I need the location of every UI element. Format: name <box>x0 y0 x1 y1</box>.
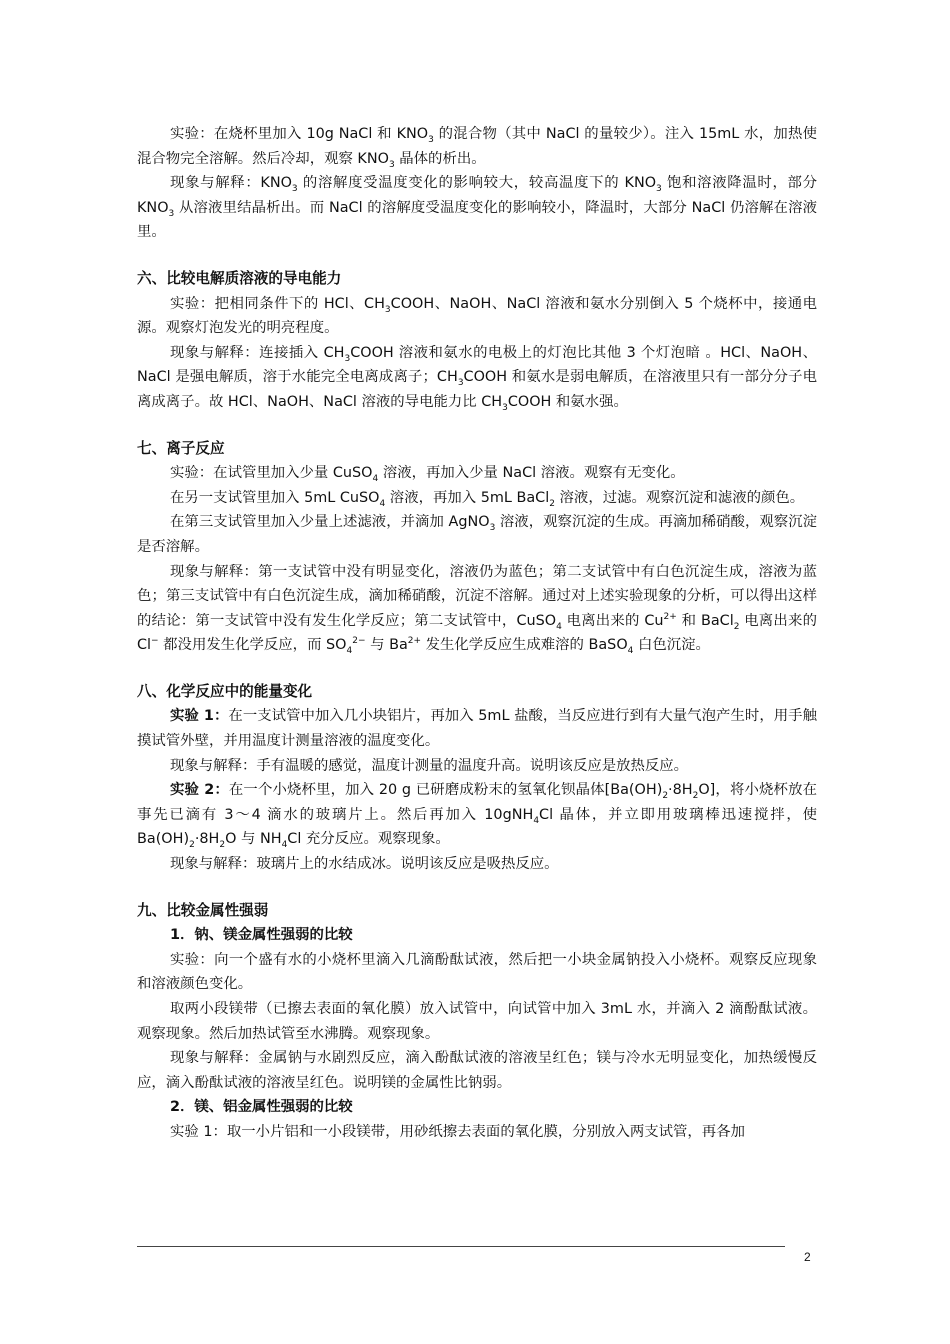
paragraph: 取两小段镁带（已擦去表面的氧化膜）放入试管中，向试管中加入 3mL 水，并滴入 2 滴酚酞试液。观察现象。然后加热试管至水沸腾。观察现象。 <box>137 1001 817 1042</box>
subsection-heading: 1．钠、镁金属性强弱的比较 <box>170 927 353 944</box>
paragraph: 在另一支试管里加入 5mL CuSO$_4$ 溶液，再加入 5mL BaCl$_2$ 溶液，过滤。观察沉淀和滤液的颜色。 <box>170 489 805 509</box>
section-heading: 八、化学反应中的能量变化 <box>137 682 313 700</box>
paragraph: 现象与解释：手有温暖的感觉，温度计测量的温度升高。说明该反应是放热反应。 <box>170 757 689 774</box>
paragraph: 实验：在烧杯里加入 10g NaCl 和 $KNO_3$ 的混合物（其中 NaCl 的量较少）。注入 15mL 水，加热使混合物完全溶解。然后冷却，观察 $KNO_3$ 晶体的析出。 <box>137 126 817 170</box>
page-number: 2 <box>804 1250 811 1264</box>
footer-rule <box>137 1246 785 1247</box>
paragraph: 实验：把相同条件下的 HCl、$CH_3COOH$、NaOH、NaCl 溶液和氨水分别倒入 5 个烧杯中，接通电源。观察灯泡发光的明亮程度。 <box>137 295 818 337</box>
paragraph: 现象与解释：连接插入 $CH_3COOH$ 溶液和氨水的电极上的灯泡比其他 3 个灯泡暗 。HCl、NaOH、NaCl 是强电解质，溶于水能完全电离成离子；$CH_3COOH$ 和氨水是弱电解质，在溶液里只有一部分分子电离成离子。故 HCl、NaOH、NaCl 溶液的导电能力比 $CH_3COOH$ 和氨水强。 <box>137 344 817 413</box>
paragraph: 实验 2：在一个小烧杯里，加入 20 g 已研磨成粉末的氢氧化钡晶体$[Ba(OH)_2\cdot 8H_2O]$，将小烧杯放在事先已滴有 3～4 滴水的玻璃片上。然后再加入 10gNH$_4$Cl 晶体，并立即用玻璃棒迅速搅拌，使 $Ba(OH)_2\cdot 8H_2O$ 与 $NH_4Cl$ 充分反应。观察现象。 <box>137 782 818 851</box>
paragraph: 实验：在试管里加入少量 CuSO$_4$ 溶液，再加入少量 NaCl 溶液。观察有无变化。 <box>170 465 685 484</box>
document-body <box>137 122 817 1145</box>
section-heading: 九、比较金属性强弱 <box>137 901 269 919</box>
paragraph: 现象与解释：$KNO_3$ 的溶解度受温度变化的影响较大，较高温度下的 $KNO_3$ 饱和溶液降温时，部分 $KNO_3$ 从溶液里结晶析出。而 NaCl 的溶解度受温度变化的影响较小，降温时，大部分 NaCl 仍溶解在溶液里。 <box>137 175 818 241</box>
paragraph: 实验 1：取一小片铝和一小段镁带，用砂纸擦去表面的氧化膜，分别放入两支试管，再各加 <box>170 1123 745 1140</box>
paragraph: 现象与解释：金属钠与水剧烈反应，滴入酚酞试液的溶液呈红色；镁与冷水无明显变化，加热缓慢反应，滴入酚酞试液的溶液呈红色。说明镁的金属性比钠弱。 <box>137 1050 817 1091</box>
paragraph: 现象与解释：玻璃片上的水结成冰。说明该反应是吸热反应。 <box>170 856 559 873</box>
subsection-heading: 2．镁、铝金属性强弱的比较 <box>170 1099 353 1116</box>
section-heading: 七、离子反应 <box>137 439 225 457</box>
paragraph: 实验：向一个盛有水的小烧杯里滴入几滴酚酞试液，然后把一小块金属钠投入小烧杯。观察反应现象和溶液颜色变化。 <box>137 951 817 993</box>
paragraph: 现象与解释：第一支试管中没有明显变化，溶液仍为蓝色；第二支试管中有白色沉淀生成，溶液为蓝色；第三支试管中有白色沉淀生成，滴加稀硝酸，沉淀不溶解。通过对上述实验现象的分析，可以得出这样的结论：第一支试管中没有发生化学反应；第二支试管中，CuSO$_4$ 电离出来的 $Cu^{2+}$ 和 BaCl$_2$ 电离出来的 Cl− 都没用发生化学反应，而 $SO_4^{2-}$ 与 $Ba^{2+}$ 发生化学反应生成难溶的 BaSO$_4$ 白色沉淀。 <box>137 563 817 657</box>
paragraph: 实验 1：在一支试管中加入几小块铝片，再加入 5mL 盐酸，当反应进行到有大量气泡产生时，用手触摸试管外壁，并用温度计测量溶液的温度变化。 <box>137 708 818 750</box>
paragraph: 在第三支试管里加入少量上述滤液，并滴加 AgNO$_3$ 溶液，观察沉淀的生成。再滴加稀硝酸，观察沉淀是否溶解。 <box>137 514 817 555</box>
section-heading: 六、比较电解质溶液的导电能力 <box>137 269 342 287</box>
